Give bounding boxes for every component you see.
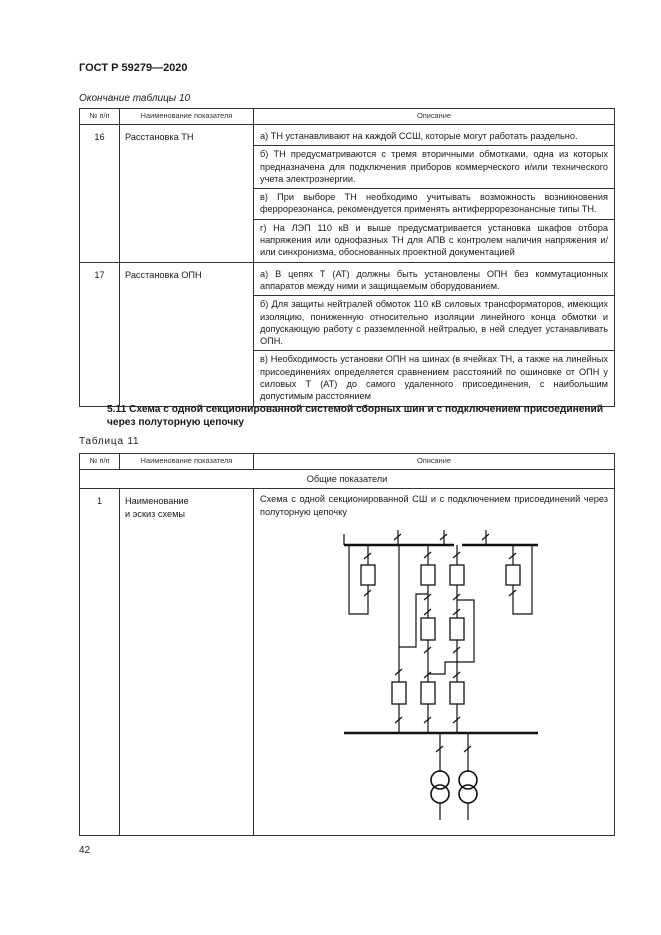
chain-2 <box>421 545 435 733</box>
chain-1 <box>392 545 406 733</box>
description-paragraph: а) ТН устанавливают на каждой ССШ, которые могут работать раздельно. <box>260 131 578 141</box>
row-indicator: Расстановка ОПН <box>120 262 254 406</box>
bay-right <box>506 545 532 614</box>
description-paragraph: в) При выборе ТН необходимо учитывать возможность возникновения феррорезонанса, рекомендуется применять антиферрорезонансные типы ТН. <box>254 188 614 219</box>
description-paragraph: б) Для защиты нейтралей обмоток 110 кВ силовых трансформаторов, имеющих изоляцию, пониженную относительно изоляции линейного конца обмотки и допускающую работу с разземленной нейтралью, в ней следует устанавливать ОПН. <box>254 295 614 350</box>
group-title: Общие показатели <box>80 470 615 489</box>
column-header-indicator: Наименование показателя <box>120 109 254 125</box>
section-title: 5.11 Схема с одной секционированной системой сборных шин и с подключением присоединений через полуторную цепочку <box>107 404 604 428</box>
row-number: 17 <box>80 262 120 406</box>
line-terminals <box>394 530 489 545</box>
column-header-indicator: Наименование показателя <box>120 454 254 470</box>
chain-3 <box>450 545 464 733</box>
column-header-number: № п/п <box>80 454 120 470</box>
description-paragraph: б) ТН предусматриваются с тремя вторичными обмотками, одна из которых предназначена для подключения приборов коммерческого и/или технического учета электроэнергии. <box>254 145 614 188</box>
column-header-description: Описание <box>254 454 615 470</box>
table-10-caption: Окончание таблицы 10 <box>79 93 191 104</box>
row-indicator: Расстановка ТН <box>120 125 254 263</box>
table-header-row <box>80 454 615 470</box>
table-11 <box>79 453 615 836</box>
document-header: ГОСТ Р 59279—2020 <box>79 62 188 74</box>
chain-links <box>399 594 474 674</box>
indicator-line: Наименование <box>125 496 189 507</box>
scheme-description: Схема с одной секционированной СШ и с подключением присоединений через полуторную цепочку <box>260 494 608 517</box>
row-number: 1 <box>80 489 120 836</box>
page-number: 42 <box>79 845 91 856</box>
transformers <box>431 733 477 820</box>
group-row <box>80 470 615 489</box>
row-indicator <box>120 489 254 836</box>
single-line-scheme-diagram <box>254 522 613 828</box>
indicator-line: и эскиз схемы <box>125 508 185 519</box>
row-number: 16 <box>80 125 120 263</box>
table-row <box>80 262 615 406</box>
column-header-description: Описание <box>254 109 615 125</box>
table-10 <box>79 108 615 407</box>
table-11-label: Таблица 11 <box>79 436 140 447</box>
description-paragraph: в) Необходимость установки ОПН на шинах (в ячейках ТН, а также на линейных присоединениях определяется сравнением расстояний по ошиновке от ОПН у силовых Т (АТ) до самого удаленного присоединения, с наибольшим допустимым расстоянием <box>254 350 614 405</box>
description-paragraph: а) В цепях Т (АТ) должны быть установлены ОПН без коммутационных аппаратов между ними и защищаемым оборудованием. <box>260 268 608 291</box>
row-description <box>254 489 615 836</box>
table-header-row <box>80 109 615 125</box>
row-description <box>254 125 615 263</box>
table-row <box>80 489 615 836</box>
bay-left <box>349 545 375 614</box>
row-description <box>254 262 615 406</box>
column-header-number: № п/п <box>80 109 120 125</box>
table-row <box>80 125 615 263</box>
description-paragraph: г) На ЛЭП 110 кВ и выше предусматривается установка шкафов отбора напряжения или однофазных ТН для АПВ с контролем наличия напряжения и/или синхронизма, обоснованных проектной документацией <box>254 219 614 262</box>
